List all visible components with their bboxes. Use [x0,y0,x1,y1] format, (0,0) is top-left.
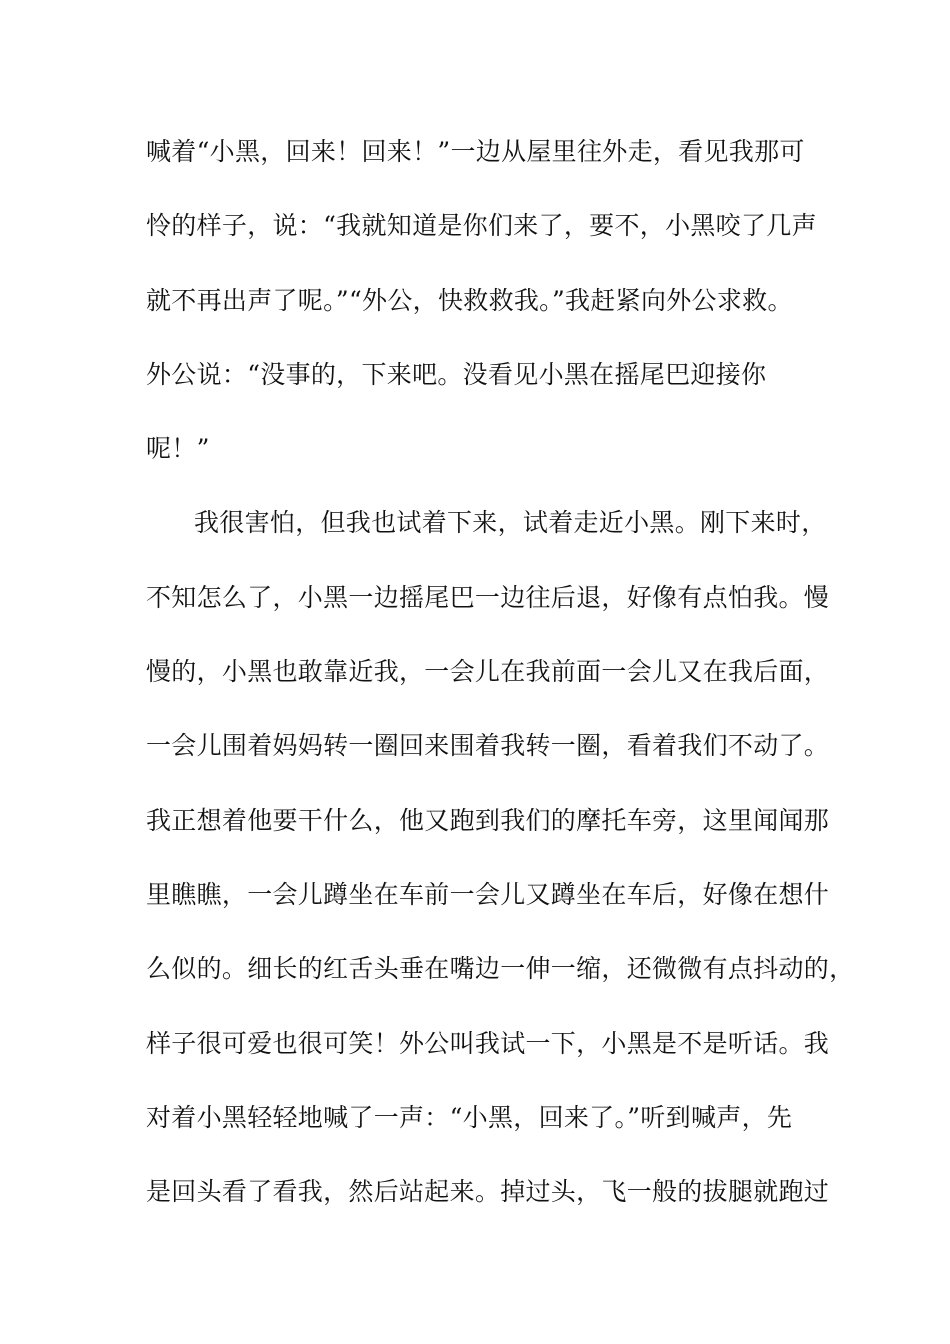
text-line: 样子很可爱也很可笑！外公叫我试一下，小黑是不是听话。我 [146,1028,830,1058]
text-line: 怜的样子，说：“我就知道是你们来了，要不，小黑咬了几声 [146,211,817,241]
body-text [146,131,855,1245]
text-line: 是回头看了看我，然后站起来。掉过头，飞一般的拔腿就跑过 [146,1177,830,1207]
text-line: 呢！” [146,434,210,464]
text-line: 喊着“小黑，回来！回来！”一边从屋里往外走，看见我那可 [146,137,805,166]
text-line: 慢的，小黑也敢靠近我，一会儿在我前面一会儿又在我后面， [146,657,830,687]
text-line: 里瞧瞧，一会儿蹲坐在车前一会儿又蹲坐在车后，好像在想什 [146,879,830,909]
text-line: 外公说：“没事的，下来吧。没看见小黑在摇尾巴迎接你 [146,359,767,389]
text-line: 不知怎么了，小黑一边摇尾巴一边往后退，好像有点怕我。慢 [146,582,830,612]
text-line: 对着小黑轻轻地喊了一声：“小黑，回来了。”听到喊声，先 [146,1102,793,1132]
text-line: 就不再出声了呢。”“外公，快救救我。”我赶紧向外公求救。 [146,285,793,315]
text-line: 一会儿围着妈妈转一圈回来围着我转一圈，看着我们不动了。 [146,731,830,761]
paragraph-start-line: 我很害怕，但我也试着下来，试着走近小黑。刚下来时， [194,508,827,538]
text-line: 么似的。细长的红舌头垂在嘴边一伸一缩，还微微有点抖动的， [146,954,855,984]
text-line: 我正想着他要干什么，他又跑到我们的摩托车旁，这里闻闻那 [146,805,830,835]
